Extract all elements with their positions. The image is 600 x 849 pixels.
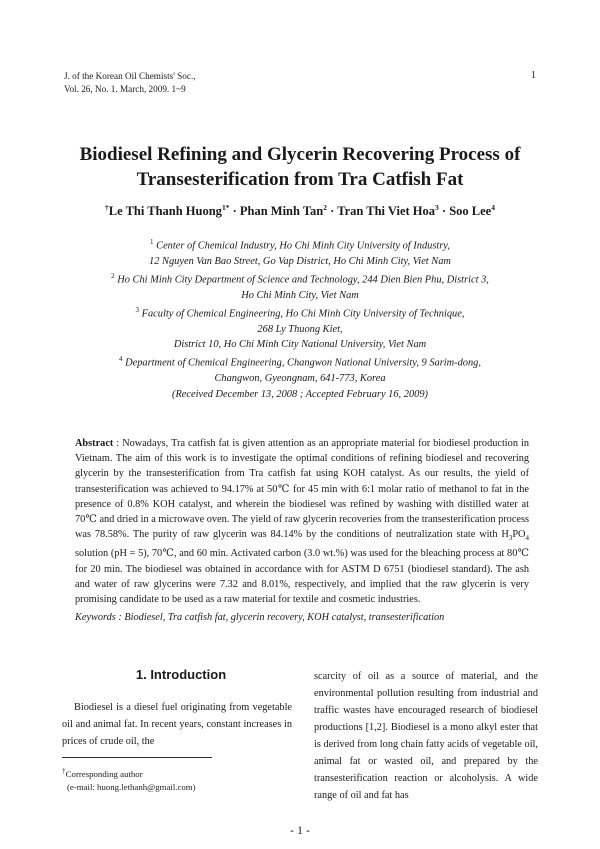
footnote-rule (62, 757, 212, 758)
footnote (62, 764, 196, 794)
abstract-colon: : (113, 438, 123, 449)
footnote-email: (e-mail: huong.lethanh@gmail.com) (67, 781, 196, 792)
abstract (75, 436, 529, 607)
affiliation-text: Department of Chemical Engineering, Changwon National University, 9 Sarim-dong, (125, 357, 481, 369)
author-list (40, 203, 560, 219)
received-dates: (Received December 13, 2008 ; Accepted February 16, 2009) (171, 388, 428, 400)
author-1: Le Thi Thanh Huong (108, 204, 222, 219)
affiliation-marker: 2 (111, 272, 115, 281)
author-separator: · (327, 204, 338, 219)
abstract-text-2: solution (pH = 5), 70℃, and 60 min. Activated carbon (3.0 wt.%) was used for the bleaching process at 80℃ for 20 min. The biodiesel was obtained in accordance with for ASTM D 6751 (biodiesel standard). The ash and water of raw glycerins were 7.32 and 8.01%, respectively, and implied that the raw glycerin is very promising candidate to be used as a raw material for textile and cosmetic industries. (75, 548, 529, 606)
affiliation-1-line-2: 12 Nguyen Van Bao Street, Go Vap District, Ho Chi Minh City, Viet Nam (149, 255, 451, 267)
footnote-marker: † (62, 766, 66, 775)
affiliation-2-line-1 (40, 269, 560, 288)
journal-name: J. of the Korean Oil Chemists' Soc., (64, 71, 196, 81)
abstract-text-1: Nowadays, Tra catfish fat is given attention as an appropriate material for biodiesel production in Vietnam. The aim of this work is to investigate the optimal conditions of refining biodiesel and recovering glycerin by the transesterification from Tra catfish fat using KOH catalyst. As our results, the yield of transesterification was achieved to 94.17% at 50℃ for 45 min with 6:1 molar ratio of methanol to fat in the presence of 0.8% KOH catalyst, and wherein the biodiesel was refined by washing with distilled water at 70℃ and dried in a microwave oven. The yield of raw glycerin recoveries from the transesterification process was 78.58%. The purity of raw glycerin was 84.14% by the conditions of neutralization state with H (75, 438, 529, 541)
abstract-label: Abstract (75, 438, 114, 449)
affiliation-4-line-2: Changwon, Gyeongnam, 641-773, Korea (214, 373, 386, 385)
title-line-2: Transesterification from Tra Catfish Fat (136, 169, 464, 190)
body-column-left (62, 699, 292, 750)
affiliation-3-line-3: District 10, Ho Chi Minh City National University, Viet Nam (173, 339, 427, 351)
author-4-affil: 4 (491, 203, 495, 212)
intro-paragraph-right: scarcity of oil as a source of material, and the environmental pollution resulting from industrial and traffic wastes have encouraged research of biodiesel productions [1,2]. Biodiesel is a mono alkyl ester that is derived from long chain fatty acids of vegetable oil, animal fat or wasted oil, and prepared by the transesterification reaction or alcoholysis. A wide range of oil and fat has (314, 671, 538, 801)
affiliation-text: Center of Chemical Industry, Ho Chi Minh City University of Industry, (156, 240, 450, 252)
subscript-4: 4 (525, 534, 529, 543)
author-1-affil: 1* (221, 203, 230, 212)
keywords: Keywords : Biodiesel, Tra catfish fat, glycerin recovery, KOH catalyst, transesterification (75, 612, 445, 623)
body-column-right (314, 668, 538, 804)
author-separator: · (229, 204, 240, 219)
section-heading-introduction: 1. Introduction (135, 667, 227, 682)
affiliation-text: Faculty of Chemical Engineering, Ho Chi Minh City University of Technique, (141, 308, 465, 320)
page-number-top: 1 (531, 70, 536, 81)
affiliations (40, 235, 560, 402)
title-line-1: Biodiesel Refining and Glycerin Recovering Process of (79, 144, 521, 165)
affiliation-3-line-1 (40, 303, 560, 322)
corresponding-dagger: † (105, 203, 109, 212)
journal-volume: Vol. 26, No. 1. March, 2009. 1~9 (64, 84, 186, 94)
affiliation-text: Ho Chi Minh City Department of Science and Technology, 244 Dien Bien Phu, District 3, (117, 274, 489, 286)
affiliation-marker: 4 (119, 355, 123, 364)
abstract-formula-po: PO (512, 529, 526, 541)
paper-title (40, 142, 560, 192)
affiliation-1-line-1 (40, 235, 560, 254)
intro-paragraph-left: Biodiesel is a diesel fuel originating from vegetable oil and animal fat. In recent years, constant increases in prices of crude oil, the (62, 702, 292, 747)
footnote-text: Corresponding author (65, 768, 143, 779)
author-4: Soo Lee (449, 204, 492, 219)
author-3-affil: 3 (435, 203, 439, 212)
author-2-affil: 2 (323, 203, 327, 212)
subscript-3: 3 (508, 534, 513, 543)
affiliation-3-line-2: 268 Ly Thuong Kiet, (257, 323, 343, 335)
journal-header (64, 70, 196, 96)
affiliation-2-line-2: Ho Chi Minh City, Viet Nam (241, 289, 359, 301)
affiliation-marker: 1 (150, 238, 154, 246)
affiliation-marker: 3 (135, 306, 140, 315)
affiliation-4-line-1 (40, 352, 560, 371)
page-number-bottom: - 1 - (290, 823, 310, 837)
author-3: Tran Thi Viet Hoa (337, 204, 436, 219)
author-separator: · (438, 204, 450, 219)
author-2: Phan Minh Tan (239, 204, 324, 219)
footnote-line-1 (62, 764, 196, 781)
